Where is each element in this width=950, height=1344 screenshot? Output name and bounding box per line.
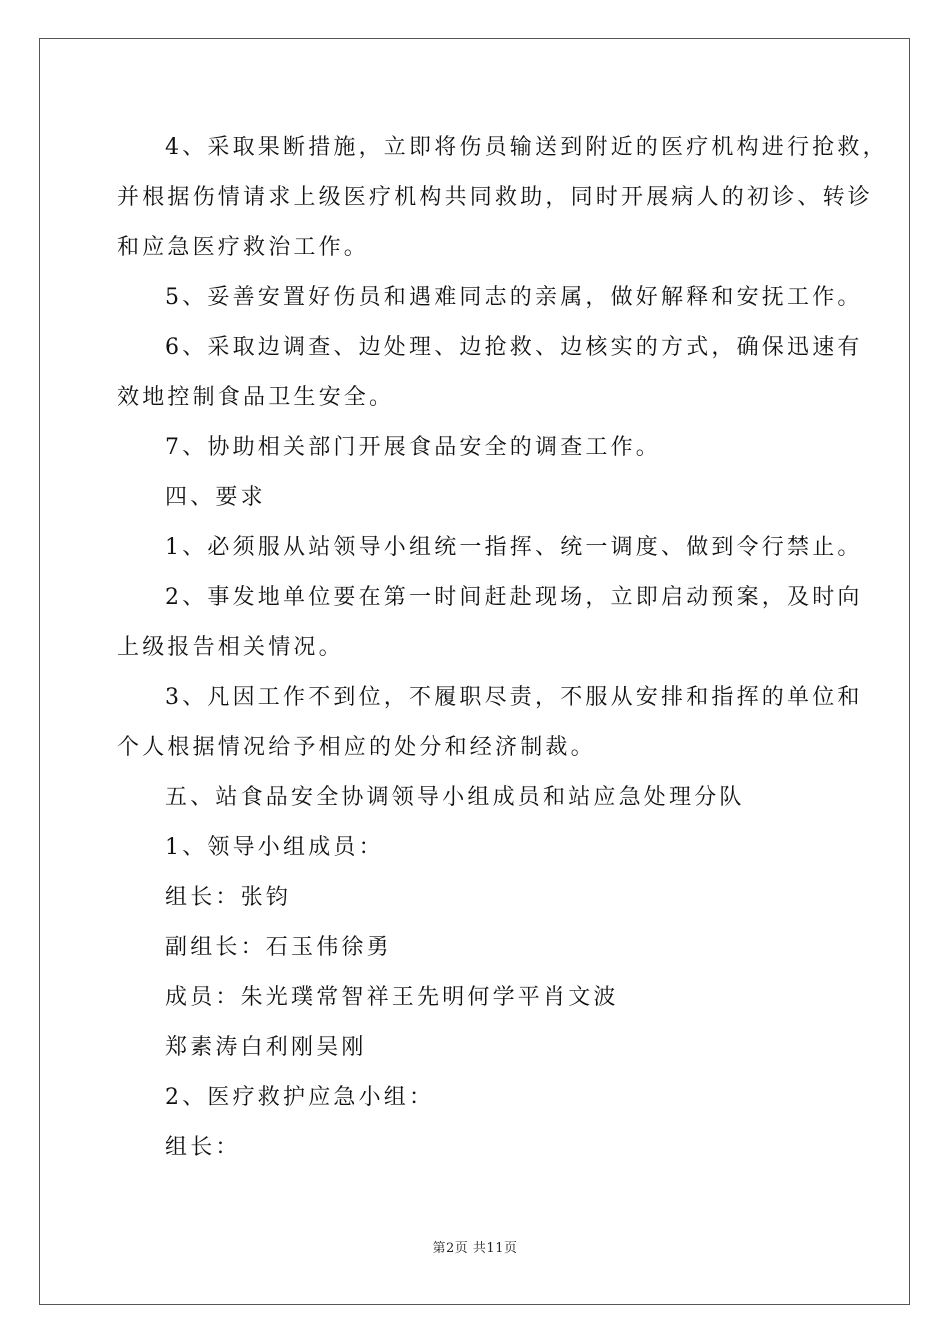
paragraph-line: 1、必须服从站领导小组统一指挥、统一调度、做到令行禁止。	[165, 535, 863, 560]
section-heading: 五、站食品安全协调领导小组成员和站应急处理分队	[165, 785, 745, 810]
paragraph-line: 个人根据情况给予相应的处分和经济制裁。	[117, 735, 596, 760]
paragraph-line: 4、采取果断措施，立即将伤员输送到附近的医疗机构进行抢救，	[165, 135, 888, 160]
paragraph-line: 组长：	[165, 1135, 241, 1160]
page-frame	[39, 38, 910, 1305]
paragraph-line: 3、凡因工作不到位，不履职尽责，不服从安排和指挥的单位和	[165, 685, 863, 710]
paragraph-line: 组长：张钧	[165, 885, 292, 910]
paragraph-line: 成员：朱光璞常智祥王先明何学平肖文波	[165, 985, 619, 1010]
page-number-footer: 第2页 共11页	[432, 1241, 518, 1256]
paragraph-line: 7、协助相关部门开展食品安全的调查工作。	[165, 435, 661, 460]
paragraph-line: 6、采取边调查、边处理、边抢救、边核实的方式，确保迅速有	[165, 335, 863, 360]
paragraph-line: 1、领导小组成员：	[165, 835, 384, 860]
paragraph-line: 效地控制食品卫生安全。	[117, 385, 395, 410]
paragraph-line: 副组长：石玉伟徐勇	[165, 935, 392, 960]
paragraph-line: 郑素涛白利刚吴刚	[165, 1035, 367, 1060]
paragraph-line: 上级报告相关情况。	[117, 635, 344, 660]
paragraph-line: 5、妥善安置好伤员和遇难同志的亲属，做好解释和安抚工作。	[165, 285, 863, 310]
paragraph-line: 和应急医疗救治工作。	[117, 235, 370, 260]
paragraph-line: 2、医疗救护应急小组：	[165, 1085, 435, 1110]
section-heading: 四、要求	[165, 485, 266, 510]
paragraph-line: 2、事发地单位要在第一时间赶赴现场，立即启动预案，及时向	[165, 585, 863, 610]
paragraph-line: 并根据伤情请求上级医疗机构共同救助，同时开展病人的初诊、转诊	[117, 185, 874, 210]
